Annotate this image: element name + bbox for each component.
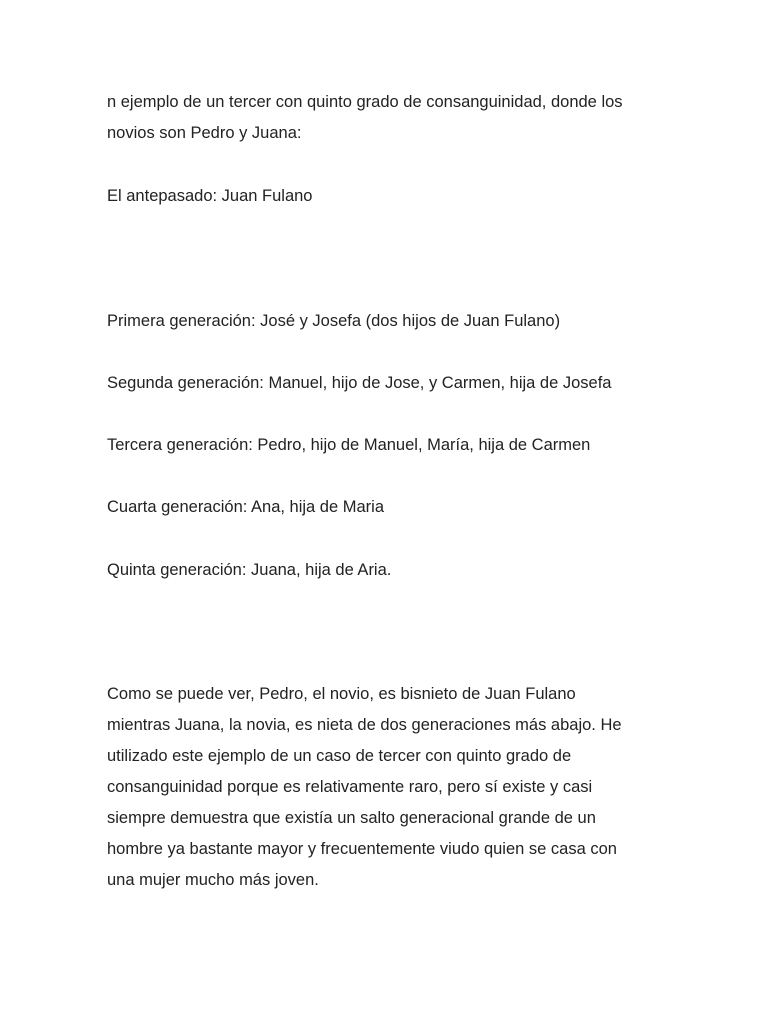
generation-line-3: Tercera generación: Pedro, hijo de Manuel, María, hija de Carmen [107, 436, 591, 454]
generation-line-5: Quinta generación: Juana, hija de Aria. [107, 561, 392, 579]
conclusion-paragraph [107, 679, 667, 896]
generation-line-2: Segunda generación: Manuel, hijo de Jose, y Carmen, hija de Josefa [107, 374, 612, 392]
conclusion-line: Como se puede ver, Pedro, el novio, es bisnieto de Juan Fulano [107, 685, 576, 703]
intro-line: n ejemplo de un tercer con quinto grado de consanguinidad, donde los [107, 93, 623, 111]
conclusion-line: una mujer mucho más joven. [107, 871, 319, 889]
conclusion-line: hombre ya bastante mayor y frecuentemente viudo quien se casa con [107, 840, 617, 858]
conclusion-line: mientras Juana, la novia, es nieta de dos generaciones más abajo. He [107, 716, 622, 734]
generation-line-4: Cuarta generación: Ana, hija de Maria [107, 498, 385, 516]
intro-line: novios son Pedro y Juana: [107, 124, 302, 142]
generation-line-1: Primera generación: José y Josefa (dos hijos de Juan Fulano) [107, 312, 561, 330]
conclusion-line: siempre demuestra que existía un salto generacional grande de un [107, 809, 596, 827]
intro-paragraph [107, 87, 667, 149]
conclusion-line: consanguinidad porque es relativamente raro, pero sí existe y casi [107, 778, 593, 796]
ancestor-line: El antepasado: Juan Fulano [107, 187, 313, 205]
conclusion-line: utilizado este ejemplo de un caso de tercer con quinto grado de [107, 747, 572, 765]
